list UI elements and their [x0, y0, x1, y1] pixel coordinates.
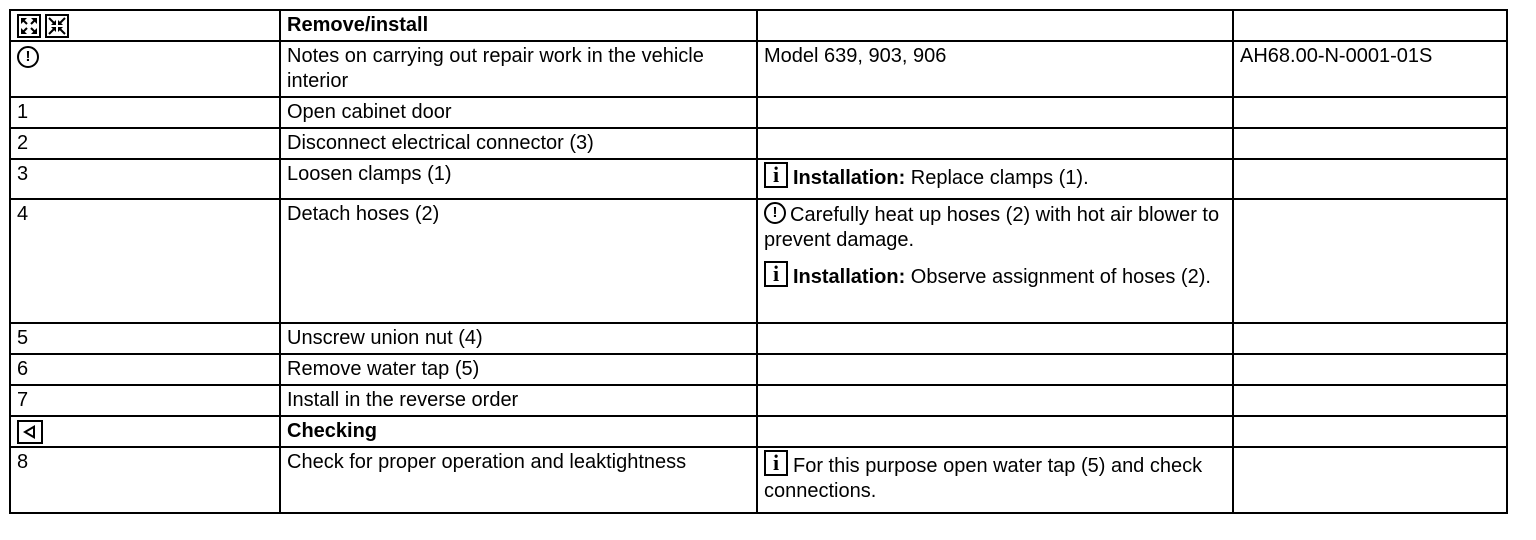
info-icon	[764, 261, 788, 287]
step-action: Check for proper operation and leaktightness	[280, 447, 757, 513]
header-icon-cell	[10, 10, 280, 41]
step-number: 6	[10, 354, 280, 385]
step-action: Notes on carrying out repair work in the vehicle interior	[280, 41, 757, 97]
info-icon	[764, 450, 788, 476]
step-ref	[1233, 199, 1507, 323]
installation-label: Installation:	[793, 167, 906, 189]
installation-note	[764, 261, 1227, 290]
step-ref	[1233, 159, 1507, 199]
header-empty-cell	[757, 416, 1233, 447]
step-info	[757, 385, 1233, 416]
checking-icon	[17, 420, 43, 444]
table-row	[10, 323, 1507, 354]
header-empty-cell	[757, 10, 1233, 41]
step-number: 4	[10, 199, 280, 323]
info-text: For this purpose open water tap (5) and check connections.	[764, 455, 1203, 502]
info-glyph: i	[772, 261, 780, 286]
step-info	[757, 199, 1233, 323]
table-row	[10, 354, 1507, 385]
table-row	[10, 385, 1507, 416]
step-number: 7	[10, 385, 280, 416]
step-info: Model 639, 903, 906	[757, 41, 1233, 97]
info-glyph: i	[772, 450, 780, 475]
collapse-arrows-icon[interactable]	[45, 14, 69, 38]
table-row	[10, 447, 1507, 513]
procedure-table	[9, 9, 1508, 514]
step-action: Loosen clamps (1)	[280, 159, 757, 199]
step-number: 2	[10, 128, 280, 159]
step-info	[757, 447, 1233, 513]
checking-icon-cell	[10, 416, 280, 447]
note-glyph: !	[25, 47, 31, 65]
reference-link[interactable]: AH68.00-N-0001-01S	[1233, 41, 1507, 97]
note-icon	[764, 202, 786, 224]
note-icon	[17, 46, 39, 68]
installation-text: Observe assignment of hoses (2).	[910, 266, 1211, 288]
step-info	[757, 323, 1233, 354]
step-action: Detach hoses (2)	[280, 199, 757, 323]
header-empty-cell	[1233, 416, 1507, 447]
caution-note	[764, 202, 1227, 253]
step-action: Install in the reverse order	[280, 385, 757, 416]
step-ref	[1233, 323, 1507, 354]
header-empty-cell	[1233, 10, 1507, 41]
step-ref	[1233, 447, 1507, 513]
header-row	[10, 10, 1507, 41]
step-number: 3	[10, 159, 280, 199]
caution-text: Carefully heat up hoses (2) with hot air blower to prevent damage.	[764, 204, 1220, 251]
table-row	[10, 199, 1507, 323]
note-glyph: !	[772, 204, 778, 221]
step-action: Disconnect electrical connector (3)	[280, 128, 757, 159]
info-glyph: i	[772, 162, 780, 187]
step-info	[757, 97, 1233, 128]
installation-label: Installation:	[793, 266, 906, 288]
table-row	[10, 97, 1507, 128]
step-info	[757, 128, 1233, 159]
table-row	[10, 159, 1507, 199]
table-row	[10, 128, 1507, 159]
step-ref	[1233, 354, 1507, 385]
checking-header-row	[10, 416, 1507, 447]
installation-text: Replace clamps (1).	[910, 167, 1089, 189]
step-number: 5	[10, 323, 280, 354]
row-icon-cell	[10, 41, 280, 97]
step-ref	[1233, 128, 1507, 159]
step-action: Remove water tap (5)	[280, 354, 757, 385]
expand-arrows-icon[interactable]	[17, 14, 41, 38]
table-row	[10, 41, 1507, 97]
step-action: Unscrew union nut (4)	[280, 323, 757, 354]
info-icon	[764, 162, 788, 188]
step-ref	[1233, 385, 1507, 416]
step-action: Open cabinet door	[280, 97, 757, 128]
step-number: 8	[10, 447, 280, 513]
step-info	[757, 159, 1233, 199]
step-ref	[1233, 97, 1507, 128]
step-info	[757, 354, 1233, 385]
header-title: Remove/install	[280, 10, 757, 41]
checking-title: Checking	[280, 416, 757, 447]
step-number: 1	[10, 97, 280, 128]
